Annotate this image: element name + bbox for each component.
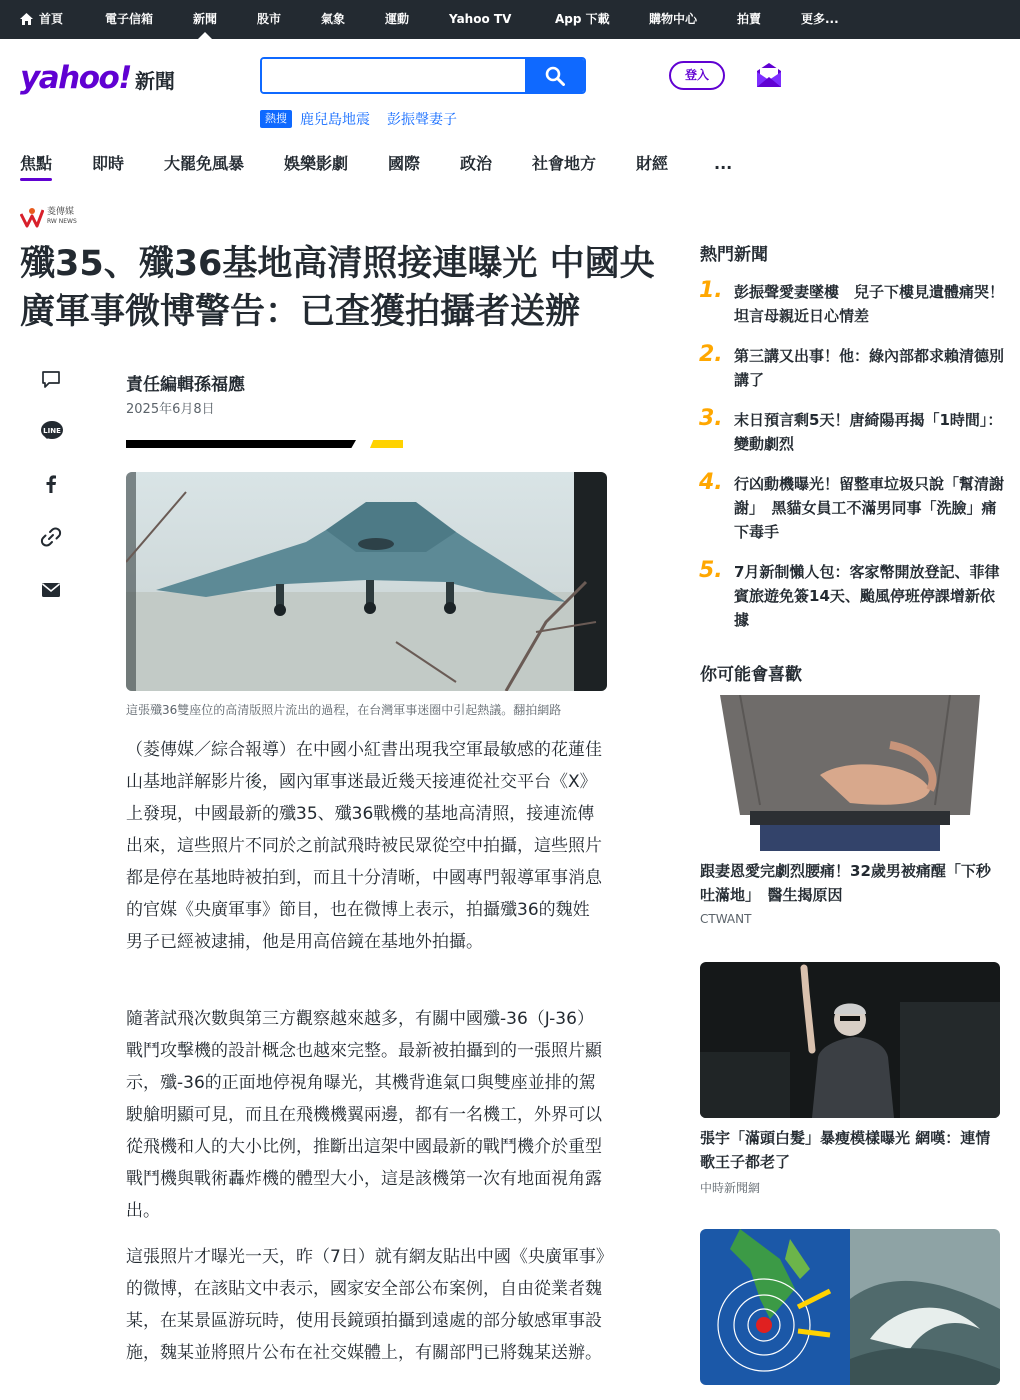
trending-title: 熱門新聞 (700, 245, 768, 265)
article-author: 責任編輯孫福應 (126, 375, 245, 395)
topnav-weather[interactable]: 氣象 (321, 12, 346, 26)
search-box (260, 57, 586, 94)
recommend-card-image[interactable] (700, 1229, 1000, 1385)
tsunami-map-photo (700, 1229, 1000, 1385)
tab-more[interactable]: ... (714, 154, 733, 173)
article-date: 2025年6月8日 (126, 402, 215, 417)
tab-society[interactable]: 社會地方 (532, 154, 597, 173)
home-icon (20, 13, 33, 25)
j36-jet-photo (126, 472, 607, 691)
hot-search-tag: 熱搜 (260, 110, 292, 128)
topnav-more[interactable]: 更多... (801, 12, 839, 26)
trending-item[interactable]: 彭振聲愛妻墜樓 兒子下樓見遺體痛哭！坦言母親近日心情差 (734, 283, 1005, 325)
trending-item[interactable]: 第三講又出事！他：綠內部都求賴清德別講了 (734, 347, 1005, 389)
svg-text:LINE: LINE (43, 427, 61, 435)
rank-number: 1. (699, 278, 723, 303)
tab-politics[interactable]: 政治 (460, 154, 493, 173)
recommend-title: 你可能會喜歡 (700, 665, 802, 685)
copy-link-icon[interactable] (40, 526, 62, 552)
trending-item[interactable]: 7月新制懶人包：客家幣開放登記、菲律賓旅遊免簽14天、颱風停班停課增新依據 (734, 563, 1000, 629)
tab-international[interactable]: 國際 (388, 154, 421, 173)
email-share-icon[interactable] (40, 580, 62, 604)
recommend-card-image[interactable] (700, 695, 1000, 851)
rank-number: 4. (699, 470, 723, 495)
rank-number: 2. (699, 342, 723, 367)
rank-number: 5. (699, 558, 723, 583)
logo-brand: yahoo! (20, 60, 131, 96)
recommend-card-source: 中時新聞網 (700, 1181, 761, 1195)
topnav-sports[interactable]: 運動 (385, 12, 410, 26)
top-navigation-bar (0, 0, 1020, 39)
topnav-auction[interactable]: 拍賣 (737, 12, 762, 26)
tab-recall[interactable]: 大罷免風暴 (164, 154, 245, 173)
topnav-home[interactable]: 首頁 (20, 0, 63, 39)
topnav-stock[interactable]: 股市 (257, 12, 282, 26)
login-button[interactable]: 登入 (669, 61, 725, 90)
search-button[interactable] (525, 59, 584, 92)
trending-item[interactable]: 末日預言剩5天！唐綺陽再揭「1時間」：變動劇烈 (734, 411, 1003, 453)
tab-latest[interactable]: 即時 (92, 154, 125, 173)
singer-stage-photo (700, 962, 1000, 1118)
yahoo-news-logo[interactable] (20, 60, 175, 100)
hot-search-link[interactable]: 彭振聲妻子 (387, 112, 457, 128)
mail-icon[interactable] (756, 62, 782, 92)
topnav-mail[interactable]: 電子信箱 (105, 12, 154, 26)
back-pain-photo (700, 695, 1000, 851)
hot-search-link[interactable]: 鹿兒島地震 (300, 112, 370, 128)
article-paragraph: （菱傳媒／綜合報導）在中國小紅書出現我空軍最敏感的花蓮佳山基地詳解影片後，國內軍事迷最近幾天接連從社交平台《X》上發現，中國最新的殲35、殲36戰機的基地高清照，接連流傳出來，這些照片不同於之前試飛時被民眾從空中拍攝，這些照片都是停在基地時被拍到，而且十分清晰，中國專門報導軍事消息的官媒《央廣軍事》節目，也在微博上表示，拍攝殲36的魏姓男子已經被逮捕，他是用高倍鏡在基地外拍攝。 (126, 740, 602, 952)
topnav-news[interactable]: 新聞 (193, 0, 217, 39)
facebook-share-icon[interactable] (40, 473, 62, 499)
rw-news-logo-mark (20, 206, 44, 228)
article-paragraph: 隨著試飛次數與第三方觀察越來越多，有關中國殲-36（J-36）戰鬥攻擊機的設計概念也越來完整。最新被拍攝到的一張照片顯示，殲-36的正面地停視角曝光，其機背進氣口與雙座並排的駕駛艙明顯可見，而且在飛機機翼兩邊，都有一名機工，外界可以從飛機和人的大小比例，推斷出這架中國最新的戰鬥機介於重型戰鬥機與戰術轟炸機的體型大小，這是該機第一次有地面視角露出。 (126, 1009, 602, 1221)
article-title: 殲35、殲36基地高清照接連曝光 中國央廣軍事微博警告：已查獲拍攝者送辦 (20, 244, 655, 332)
source-sub: RW NEWS (47, 218, 77, 225)
logo-section: 新聞 (134, 69, 175, 93)
decorative-bar (126, 440, 356, 448)
recommend-card-source: CTWANT (700, 912, 752, 926)
tab-focus[interactable]: 焦點 (20, 154, 53, 173)
line-share-icon[interactable] (40, 420, 64, 446)
tab-finance[interactable]: 財經 (636, 154, 669, 173)
recommend-card-title[interactable]: 張宇「滿頭白髮」暴瘦模樣曝光 網嘆：連情歌王子都老了 (700, 1129, 991, 1171)
source-logo[interactable] (20, 206, 77, 228)
image-caption: 這張殲36雙座位的高清版照片流出的過程，在台灣軍事迷圈中引起熱議。翻拍網路 (126, 703, 562, 717)
topnav-yahoo-tv[interactable]: Yahoo TV (449, 12, 512, 26)
tab-entertainment[interactable]: 娛樂影劇 (284, 154, 349, 173)
comment-icon[interactable] (40, 368, 62, 394)
rank-number: 3. (699, 406, 723, 431)
article-paragraph: 這張照片才曝光一天，昨（7日）就有網友貼出中國《央廣軍事》的微博，在該貼文中表示，國家安全部公布案例，自由從業者魏某，在某景區游玩時，使用長鏡頭拍攝到遠處的部分敏感軍事設施，魏某並將照片公布在社交媒體上，有關部門已將魏某送辦。 (126, 1247, 605, 1363)
trending-item[interactable]: 行凶動機曝光！留整車垃圾只說「幫清謝謝」 黑貓女員工不滿男同事「洗臉」痛下毒手 (734, 475, 1005, 541)
search-input[interactable] (262, 59, 526, 92)
source-name: 菱傳媒 (47, 207, 75, 217)
topnav-app-download[interactable]: App 下載 (555, 12, 610, 26)
recommend-card-image[interactable] (700, 962, 1000, 1118)
decorative-bar-accent (370, 440, 403, 448)
topnav-shopping[interactable]: 購物中心 (649, 12, 698, 26)
recommend-card-title[interactable]: 跟妻恩愛完劇烈腰痛！32歲男被痛醒「下秒吐滿地」 醫生揭原因 (700, 862, 991, 904)
article-image[interactable] (126, 472, 607, 691)
search-icon (545, 66, 565, 86)
